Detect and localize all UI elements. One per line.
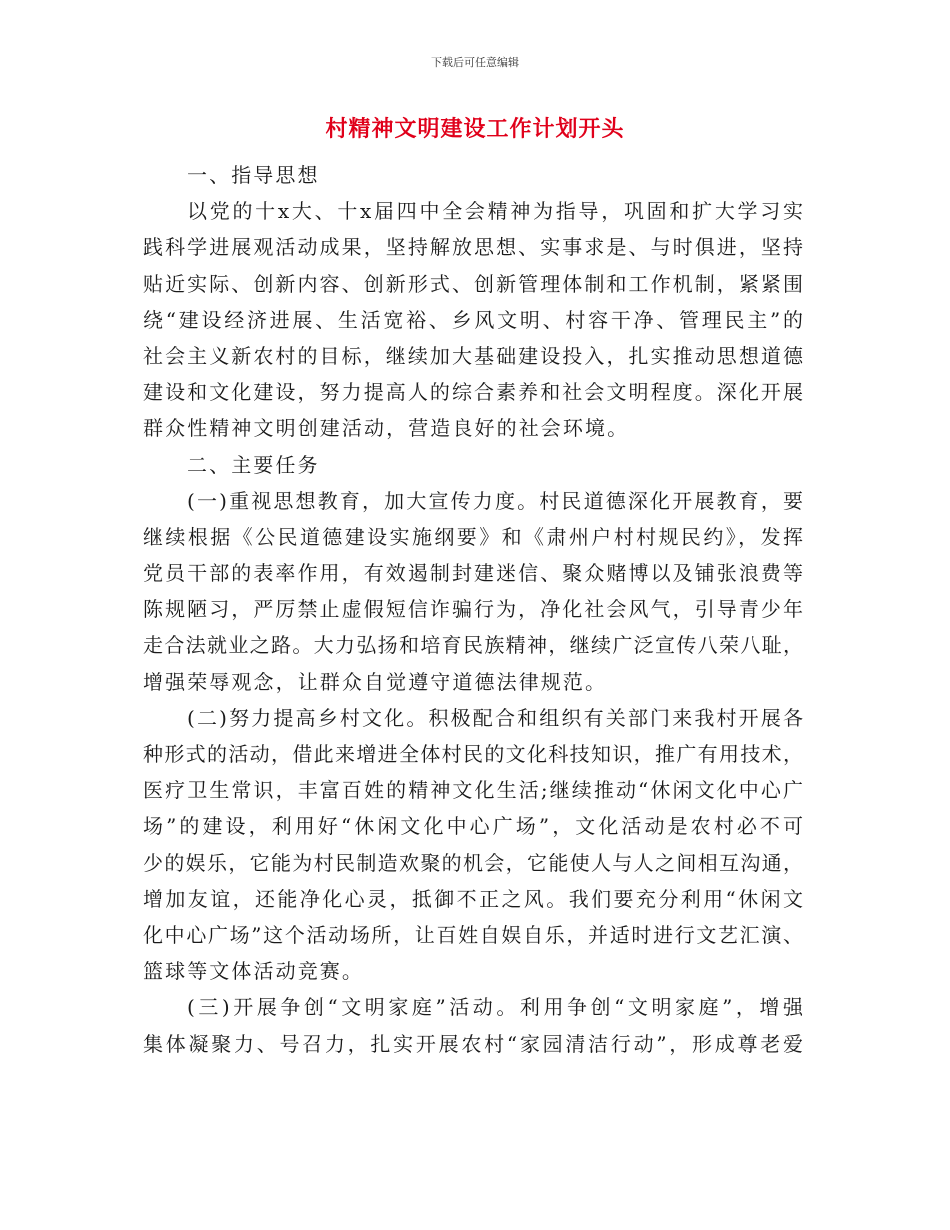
text-line: 化中心广场”这个活动场所，让百姓自娱自乐，并适时进行文艺汇演、: [143, 922, 803, 947]
text-line: 以党的十x大、十x届四中全会精神为指导，巩固和扩大学习实: [187, 199, 803, 224]
text-line: 种形式的活动，借此来增进全体村民的文化科技知识，推广有用技术，: [143, 742, 803, 766]
text-line: 党员干部的表率作用，有效遏制封建迷信、聚众赌博以及铺张浪费等: [143, 561, 803, 586]
text-line: 场”的建设，利用好“休闲文化中心广场”，文化活动是农村必不可: [143, 814, 803, 839]
text-line: 建设和文化建设，努力提高人的综合素养和社会文明程度。深化开展: [143, 380, 803, 405]
text-line: 医疗卫生常识，丰富百姓的精神文化生活;继续推动“休闲文化中心广: [143, 778, 803, 803]
text-line: 践科学进展观活动成果，坚持解放思想、实事求是、与时俱进，坚持: [143, 235, 803, 260]
text-line: 集体凝聚力、号召力，扎实开展农村“家园清洁行动”，形成尊老爱: [143, 1031, 803, 1056]
document-body: [143, 157, 803, 1062]
text-line: 社会主义新农村的目标，继续加大基础建设投入，扎实推动思想道德: [143, 343, 803, 368]
text-line: 篮球等文体活动竞赛。: [143, 959, 364, 984]
text-line: 群众性精神文明创建活动，营造良好的社会环境。: [143, 416, 630, 441]
text-line: 继续根据《公民道德建设实施纲要》和《肃州户村村规民约》，发挥: [143, 524, 803, 549]
header-note: 下载后可任意编辑: [431, 56, 519, 69]
document-title: 村精神文明建设工作计划开头: [325, 117, 625, 142]
text-line: (三)开展争创“文明家庭”活动。利用争创“文明家庭”，增强: [187, 995, 803, 1020]
text-line: (二)努力提高乡村文化。积极配合和组织有关部门来我村开展各: [187, 705, 803, 730]
text-line: 走合法就业之路。大力弘扬和培育民族精神，继续广泛宣传八荣八耻，: [143, 633, 803, 658]
text-line: 一、指导思想: [187, 163, 320, 187]
text-line: 少的娱乐，它能为村民制造欢聚的机会，它能使人与人之间相互沟通，: [143, 850, 803, 875]
text-line: 绕“建设经济进展、生活宽裕、乡风文明、村容干净、管理民主”的: [143, 307, 803, 332]
text-line: 增加友谊，还能净化心灵，抵御不正之风。我们要充分利用“休闲文: [143, 886, 803, 911]
text-line: (一)重视思想教育，加大宣传力度。村民道德深化开展教育，要: [187, 488, 803, 513]
text-line: 陈规陋习，严厉禁止虚假短信诈骗行为，净化社会风气，引导青少年: [143, 597, 803, 622]
text-line: 二、主要任务: [187, 452, 320, 477]
text-line: 增强荣辱观念，让群众自觉遵守道德法律规范。: [143, 669, 608, 694]
text-line: 贴近实际、创新内容、创新形式、创新管理体制和工作机制，紧紧围: [143, 271, 803, 296]
